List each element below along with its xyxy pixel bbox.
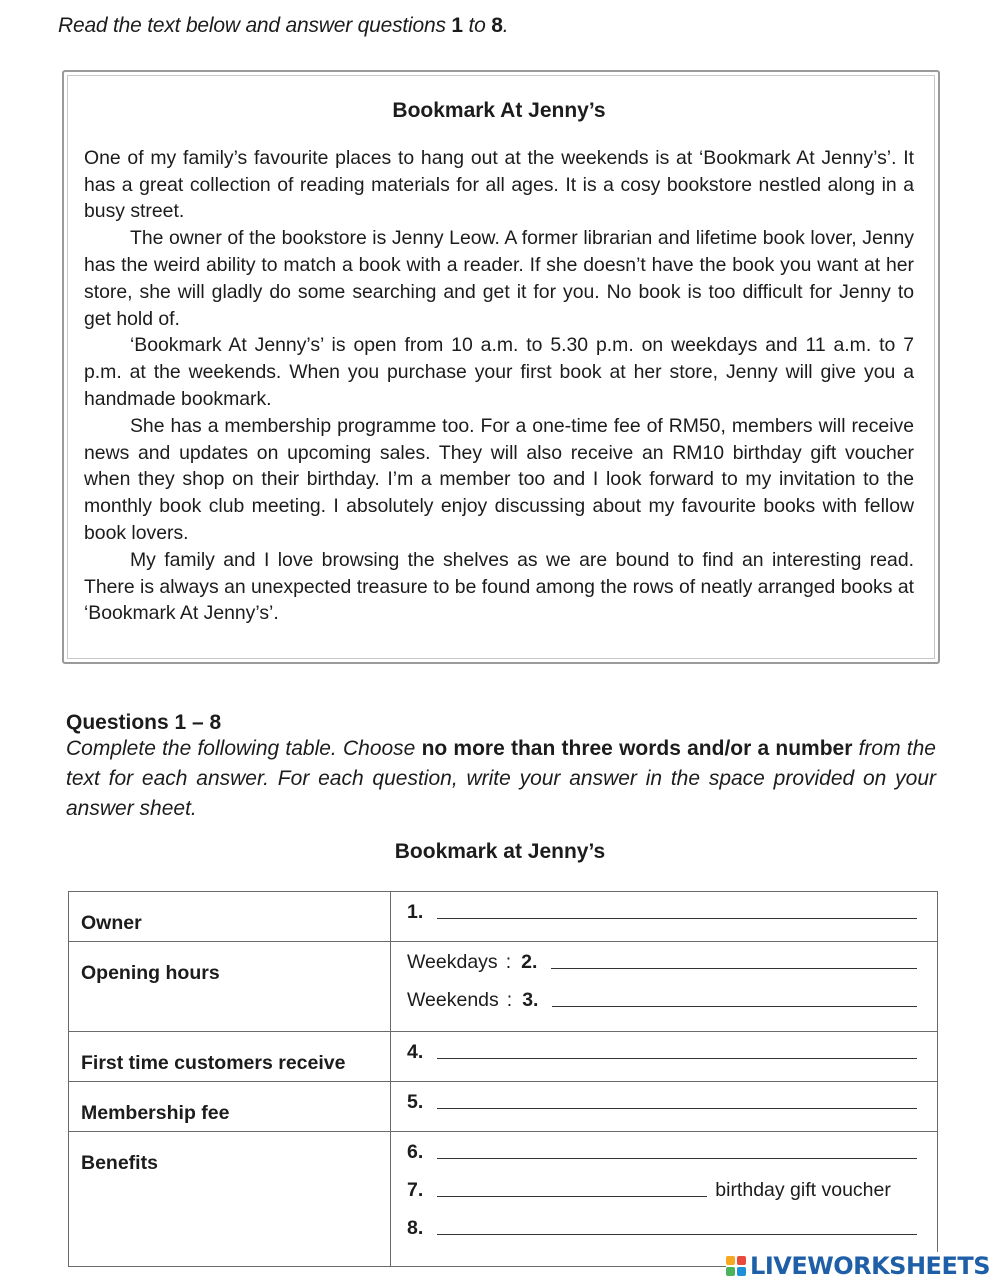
row-label-first-time-customers: First time customers receive: [69, 1032, 391, 1082]
question-number: 8.: [407, 1217, 424, 1239]
logo-square: [737, 1267, 746, 1276]
answer-line-2[interactable]: Weekdays : 2.: [407, 942, 917, 980]
answer-blank[interactable]: [437, 1195, 707, 1197]
liveworksheets-watermark: [726, 1252, 990, 1280]
answer-blank[interactable]: [437, 1107, 917, 1109]
passage-paragraph-2: The owner of the bookstore is Jenny Leow. A former librarian and lifetime book lover, Jenny has the weird ability to match a book with a reader. If she doesn’t have the book you want at her store, she will gladly do some searching and get it for you. No book is too difficult for Jenny to get hold of.: [84, 227, 914, 330]
passage-title: Bookmark At Jenny’s: [392, 99, 606, 122]
answer-line-8[interactable]: [407, 1208, 917, 1246]
passage-paragraph-4: She has a membership programme too. For a one-time fee of RM50, members will receive news and updates on upcoming sales. They will also receive an RM10 birthday gift voucher when they shop on their birthday. I’m a member too and I look forward to my invitation to the monthly book club meeting. I absolutely enjoy discussing about my favourite books with fellow book lovers.: [84, 414, 914, 544]
row-label-benefits: Benefits: [69, 1132, 391, 1267]
liveworksheets-logo-icon: [726, 1256, 746, 1276]
table-title: Bookmark at Jenny’s: [394, 840, 606, 863]
answer-line-3[interactable]: Weekends : 3.: [407, 980, 917, 1018]
table-row: [69, 892, 938, 942]
answer-table: [68, 891, 938, 1267]
answer-line-1[interactable]: [407, 892, 917, 930]
answer-line-7[interactable]: [407, 1170, 917, 1208]
question-number: 4.: [407, 1041, 424, 1063]
passage-paragraph-5: My family and I love browsing the shelves as we are bound to find an interesting read. There is always an unexpected treasure to be found among the rows of neatly arranged books at ‘Bookmark At Jenny’s’.: [84, 548, 914, 625]
question-number: 3.: [522, 989, 539, 1011]
reading-passage: [84, 98, 914, 627]
logo-square: [726, 1256, 735, 1265]
table-row: [69, 1032, 938, 1082]
logo-square: [737, 1256, 746, 1265]
table-row: [69, 1132, 938, 1267]
questions-heading: Questions 1 – 8: [66, 711, 222, 734]
passage-paragraph-1: One of my family’s favourite places to hang out at the weekends is at ‘Bookmark At Jenny’s’. It has a great collection of reading materials for all ages. It is a cosy bookstore nestled along in a busy street.: [84, 146, 914, 223]
answer-blank[interactable]: [437, 1157, 917, 1159]
question-number: 1.: [407, 901, 424, 923]
row-label-opening-hours: Opening hours: [69, 942, 391, 1032]
questions-instruction: Complete the following table. Choose no more than three words and/or a number from the text for each answer. For each question, write your answer in the space provided on your answer sheet.: [66, 737, 936, 820]
answer-blank[interactable]: [437, 1233, 917, 1235]
question-number: 6.: [407, 1141, 424, 1163]
answer-blank[interactable]: [551, 967, 917, 969]
question-number: 7.: [407, 1179, 424, 1201]
row-label-membership-fee: Membership fee: [69, 1082, 391, 1132]
voucher-suffix: birthday gift voucher: [715, 1179, 891, 1201]
reading-instruction: Read the text below and answer questions 1 to 8.: [58, 14, 509, 37]
row-label-owner: Owner: [69, 892, 391, 942]
answer-blank[interactable]: [552, 1005, 917, 1007]
answer-blank[interactable]: [437, 917, 917, 919]
weekdays-label: Weekdays: [407, 951, 498, 973]
question-start-number: 1: [451, 14, 463, 37]
table-row: [69, 1082, 938, 1132]
answer-line-5[interactable]: [407, 1082, 917, 1120]
passage-paragraph-3: ‘Bookmark At Jenny’s’ is open from 10 a.m. to 5.30 p.m. on weekdays and 11 a.m. to 7 p.m. at the weekends. When you purchase your first book at her store, Jenny will give you a handmade bookmark.: [84, 334, 914, 410]
question-number: 5.: [407, 1091, 424, 1113]
answer-blank[interactable]: [437, 1057, 917, 1059]
logo-square: [726, 1267, 735, 1276]
question-number: 2.: [521, 951, 538, 973]
weekends-label: Weekends: [407, 989, 499, 1011]
answer-line-6[interactable]: [407, 1132, 917, 1170]
table-row: [69, 942, 938, 1032]
answer-line-4[interactable]: [407, 1032, 917, 1070]
watermark-text: LIVEWORKSHEETS: [750, 1252, 990, 1280]
question-end-number: 8: [491, 14, 503, 37]
